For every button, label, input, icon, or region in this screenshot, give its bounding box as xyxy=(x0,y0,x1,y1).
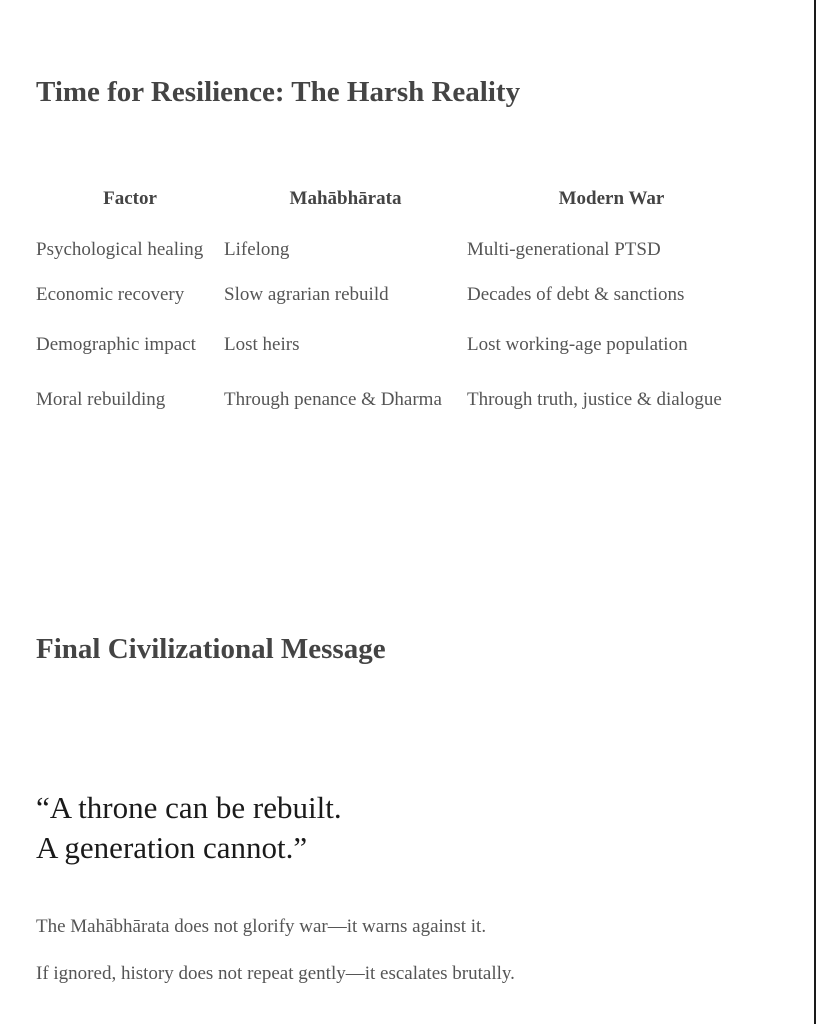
section-heading-final-message: Final Civilizational Message xyxy=(36,633,386,665)
factor-cell: Moral rebuilding xyxy=(36,389,166,410)
mahabharata-cell: Through penance & Dharma xyxy=(224,389,442,410)
table-row xyxy=(36,320,756,370)
factor-cell: Economic recovery xyxy=(36,284,185,305)
modern-war-cell: Lost working-age population xyxy=(467,334,688,355)
pull-quote xyxy=(36,788,342,868)
section-heading-resilience: Time for Resilience: The Harsh Reality xyxy=(36,76,521,108)
quote-line: “A throne can be rebuilt. xyxy=(36,790,342,825)
modern-war-cell: Through truth, justice & dialogue xyxy=(467,389,722,410)
column-header-factor: Factor xyxy=(103,188,157,209)
quote-line: A generation cannot.” xyxy=(36,830,308,865)
table-row xyxy=(36,270,756,320)
modern-war-cell: Decades of debt & sanctions xyxy=(467,284,685,305)
comparison-table xyxy=(36,185,756,430)
body-paragraph: The Mahābhārata does not glorify war—it warns against it. xyxy=(36,916,487,937)
mahabharata-cell: Lifelong xyxy=(224,239,290,260)
mahabharata-cell: Slow agrarian rebuild xyxy=(224,284,389,305)
factor-cell: Psychological healing xyxy=(36,239,204,260)
table-header-row xyxy=(36,185,756,230)
table-row xyxy=(36,370,756,430)
body-paragraph: If ignored, history does not repeat gently—it escalates brutally. xyxy=(36,963,515,984)
modern-war-cell: Multi-generational PTSD xyxy=(467,239,661,260)
factor-cell: Demographic impact xyxy=(36,334,196,355)
column-header-mahabharata: Mahābhārata xyxy=(289,188,402,209)
mahabharata-cell: Lost heirs xyxy=(224,334,300,355)
column-header-modern-war: Modern War xyxy=(558,188,665,209)
table-row xyxy=(36,230,756,270)
